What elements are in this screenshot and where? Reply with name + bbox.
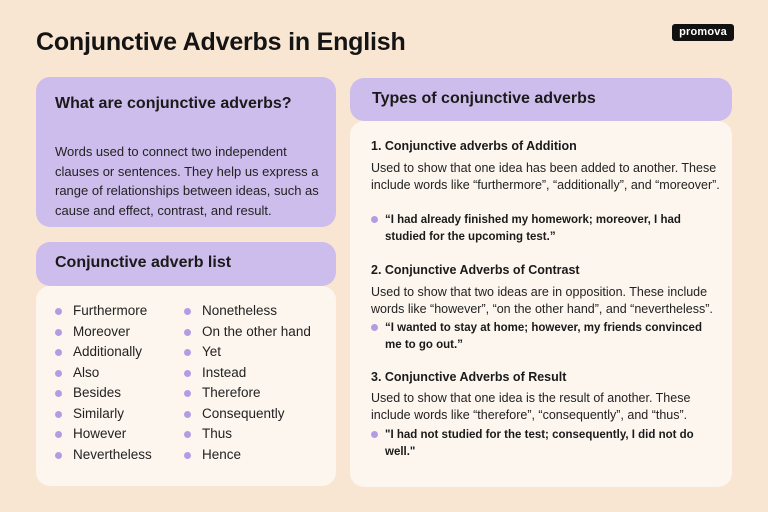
list-item: Thus [184, 424, 311, 445]
list-title: Conjunctive adverb list [55, 254, 232, 271]
contrast-description: Used to show that two ideas are in opposition. These include words like “however”, “on the other hand”, and “nevertheless”. [371, 285, 713, 316]
types-title: Types of conjunctive adverbs [372, 90, 596, 107]
list-item: Moreover [55, 322, 152, 343]
result-description: Used to show that one idea is the result of another. These include words like “therefore”, “consequently”, and “thus”. [371, 391, 691, 422]
result-heading: 3. Conjunctive Adverbs of Result [371, 370, 567, 384]
result-example: "I had not studied for the test; consequently, I did not do well." [371, 427, 711, 460]
list-item: Nonetheless [184, 301, 311, 322]
adverb-list-column-1 [55, 301, 152, 465]
contrast-example: “I wanted to stay at home; however, my friends convinced me to go out.” [371, 320, 711, 353]
addition-description: Used to show that one idea has been added to another. These include words like “furthermore”, “additionally”, and “moreover”. [371, 161, 720, 192]
list-item: Furthermore [55, 301, 152, 322]
promova-logo: promova [672, 24, 734, 41]
list-item: Also [55, 363, 152, 384]
adverb-list-column-2 [184, 301, 311, 465]
definition-title: What are conjunctive adverbs? [55, 95, 292, 112]
list-item: Additionally [55, 342, 152, 363]
list-item: Nevertheless [55, 445, 152, 466]
list-item: Hence [184, 445, 311, 466]
list-item: Therefore [184, 383, 311, 404]
addition-heading: 1. Conjunctive adverbs of Addition [371, 139, 577, 153]
list-item: However [55, 424, 152, 445]
list-item: Similarly [55, 404, 152, 425]
list-item: On the other hand [184, 322, 311, 343]
list-item: Consequently [184, 404, 311, 425]
addition-example: “I had already finished my homework; moreover, I had studied for the upcoming test.” [371, 212, 711, 245]
list-item: Yet [184, 342, 311, 363]
page-title: Conjunctive Adverbs in English [36, 28, 406, 56]
list-item: Besides [55, 383, 152, 404]
definition-body: Words used to connect two independent clauses or sentences. They help us express a range of relationships between ideas, such as cause and effect, contrast, and result. [55, 144, 319, 218]
list-item: Instead [184, 363, 311, 384]
contrast-heading: 2. Conjunctive Adverbs of Contrast [371, 263, 580, 277]
